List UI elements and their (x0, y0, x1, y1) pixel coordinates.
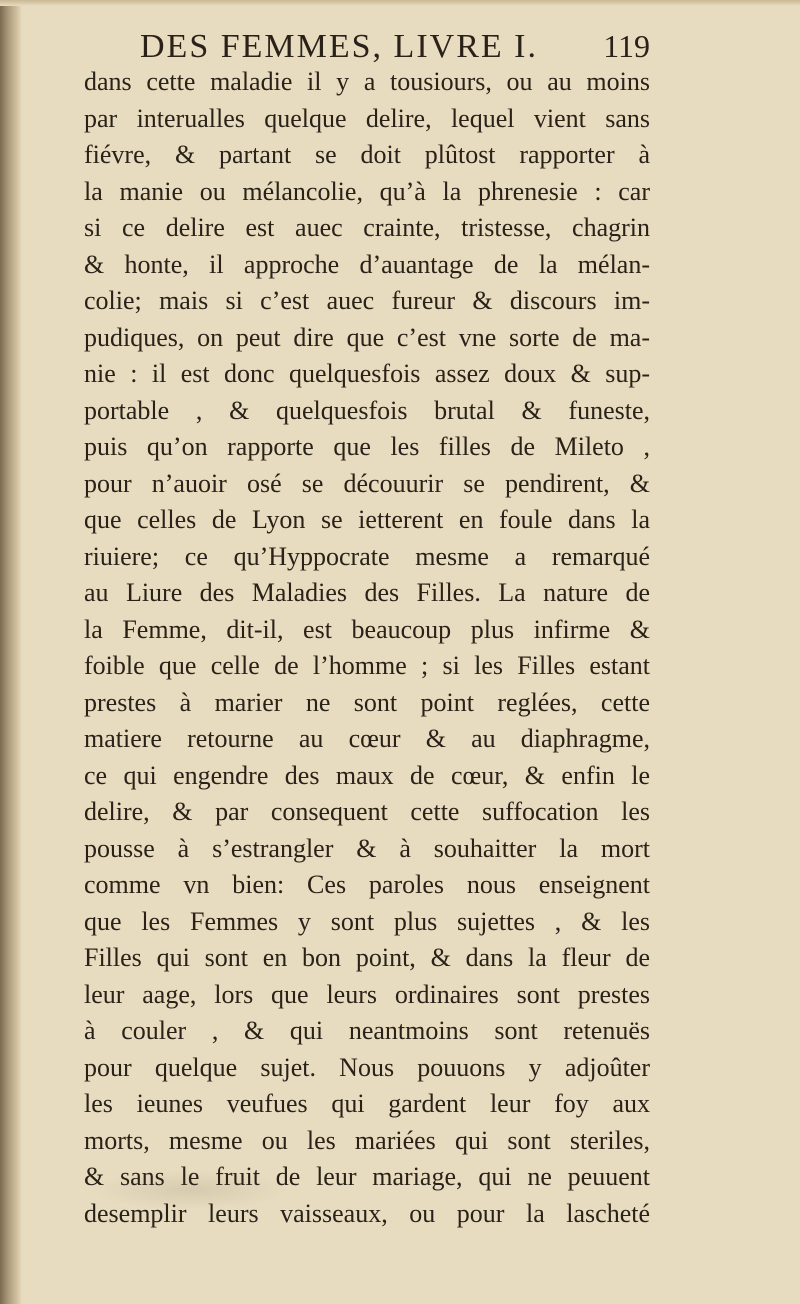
body-text (84, 64, 650, 1232)
text-line: pour n’auoir osé se découurir se pendirent, & (84, 468, 650, 498)
text-line: la manie ou mélancolie, qu’à la phrenesie : car (84, 176, 650, 206)
running-head (140, 28, 660, 68)
text-line: Filles qui sont en bon point, & dans la fleur de (84, 943, 650, 972)
text-line: morts, mesme ou les mariées qui sont steriles, (84, 1125, 650, 1155)
text-line: que celles de Lyon se ietterent en foule dans la (84, 505, 650, 534)
page-number: 119 (603, 28, 650, 64)
text-line: dans cette maladie il y a tousiours, ou au moins (84, 67, 650, 96)
text-line: par interualles quelque delire, lequel vient sans (84, 103, 650, 133)
text-line: la Femme, dit-il, est beaucoup plus infirme & (84, 614, 650, 644)
text-line: pudiques, on peut dire que c’est vne sorte de ma- (84, 322, 650, 352)
text-line: puis qu’on rapporte que les filles de Mileto , (84, 432, 650, 461)
text-line: si ce delire est auec crainte, tristesse, chagrin (84, 213, 650, 242)
text-line: fiévre, & partant se doit plûtost rapporter à (84, 140, 650, 169)
text-line: à couler , & qui neantmoins sont retenuës (84, 1016, 650, 1045)
text-line: foible que celle de l’homme ; si les Filles estant (84, 651, 650, 680)
text-line: desemplir leurs vaisseaux, ou pour la lascheté (84, 1198, 650, 1228)
text-line: pour quelque sujet. Nous pouuons y adjoûter (84, 1052, 650, 1082)
binding-edge (0, 0, 22, 1304)
text-line: nie : il est donc quelquesfois assez doux & sup- (84, 359, 650, 388)
text-line: riuiere; ce qu’Hyppocrate mesme a remarqué (84, 541, 650, 571)
text-line: matiere retourne au cœur & au diaphragme, (84, 724, 650, 753)
text-line: au Liure des Maladies des Filles. La nature de (84, 578, 650, 607)
text-line: prestes à marier ne sont point reglées, cette (84, 687, 650, 717)
text-line: les ieunes veufues qui gardent leur foy aux (84, 1089, 650, 1118)
text-line: delire, & par consequent cette suffocation les (84, 797, 650, 826)
text-line: que les Femmes y sont plus sujettes , & les (84, 906, 650, 936)
text-line: & honte, il approche d’auantage de la mélan- (84, 249, 650, 279)
text-line: comme vn bien: Ces paroles nous enseignent (84, 870, 650, 899)
text-line: pousse à s’estrangler & à souhaitter la mort (84, 833, 650, 863)
top-edge (0, 0, 800, 6)
ink-bleed-through (90, 1170, 290, 1210)
text-line: ce qui engendre des maux de cœur, & enfin le (84, 760, 650, 790)
running-title: DES FEMMES, LIVRE I. (140, 28, 538, 65)
text-line: leur aage, lors que leurs ordinaires sont prestes (84, 979, 650, 1009)
text-line: portable , & quelquesfois brutal & funeste, (84, 395, 650, 425)
text-line: colie; mais si c’est auec fureur & discours im- (84, 286, 650, 315)
text-line: & sans le fruit de leur mariage, qui ne peuuent (84, 1162, 650, 1191)
